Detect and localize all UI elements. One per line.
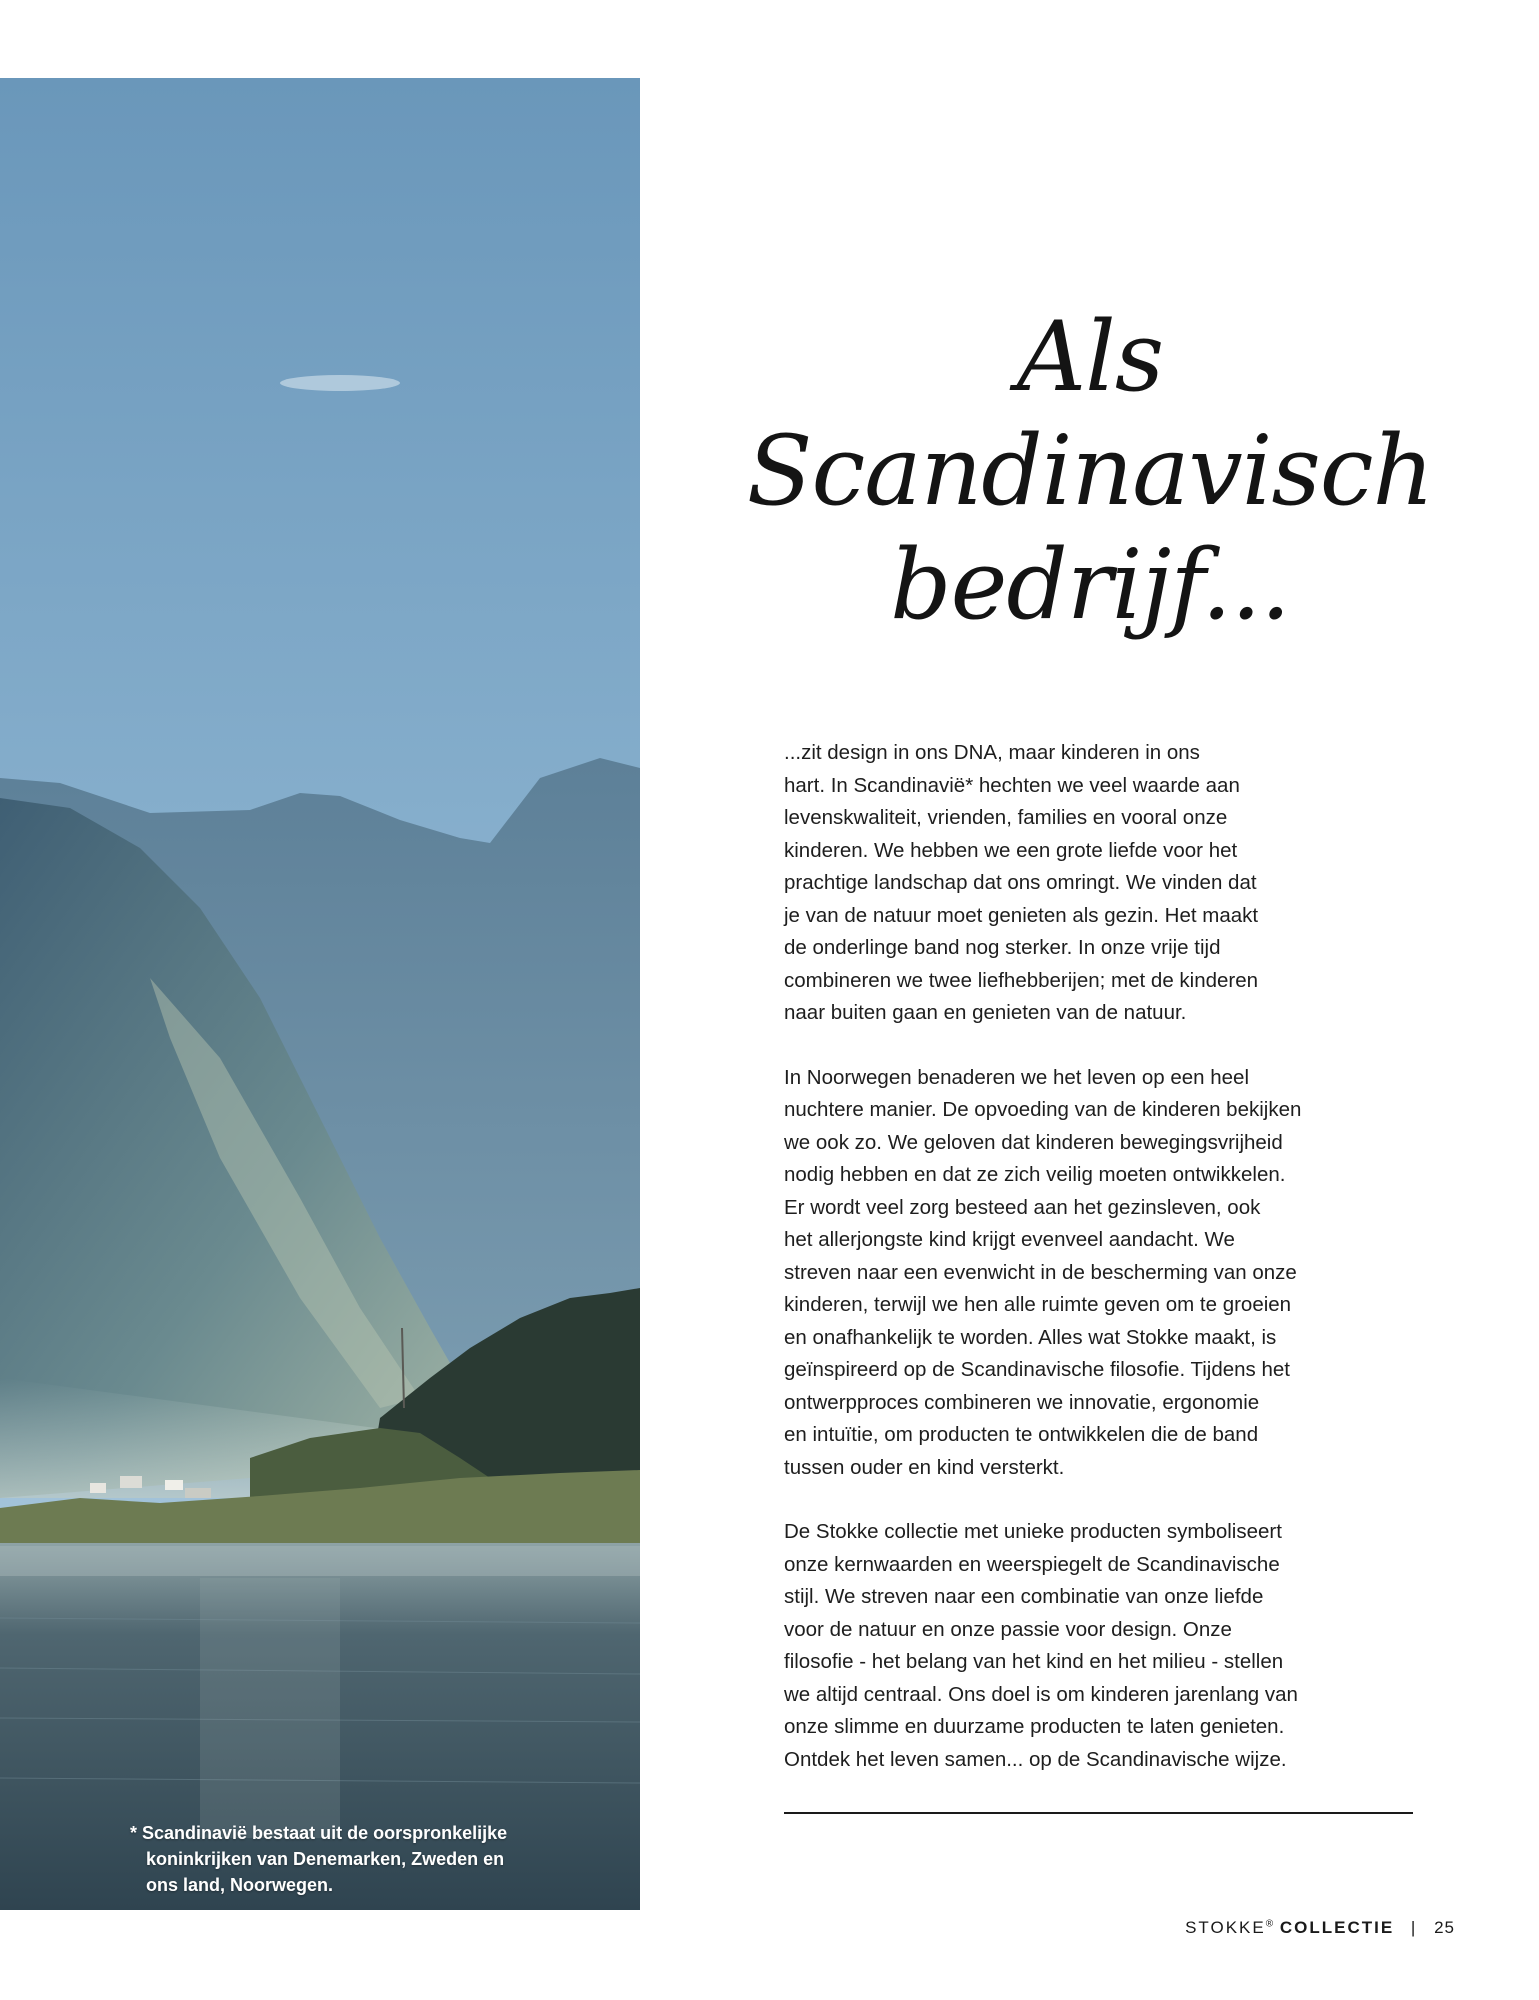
caption-line: * Scandinavië bestaat uit de oorspronkelijke	[130, 1823, 508, 1843]
title-line: Als	[1016, 301, 1164, 413]
fjord-landscape-image	[0, 78, 640, 1910]
paragraph-1	[784, 737, 1404, 1030]
text-line: In Noorwegen benaderen we het leven op een heel	[784, 1065, 1250, 1089]
text-line: en intuïtie, om producten te ontwikkelen die de band	[784, 1423, 1259, 1446]
footer-separator: |	[1410, 1918, 1418, 1937]
text-line: prachtige landschap dat ons omringt. We vinden dat	[784, 871, 1257, 894]
collection-label: COLLECTIE	[1279, 1918, 1395, 1937]
caption-line: koninkrijken van Denemarken, Zweden en	[146, 1849, 505, 1869]
text-line: kinderen, terwijl we hen alle ruimte geven om te groeien	[784, 1293, 1292, 1316]
divider-rule	[784, 1812, 1413, 1814]
paragraph-3	[784, 1516, 1404, 1776]
text-line: levenskwaliteit, vrienden, families en vooral onze	[784, 806, 1228, 829]
paragraph-2	[784, 1062, 1404, 1485]
text-line: ...zit design in ons DNA, maar kinderen in ons	[784, 741, 1200, 764]
title-line: Scandinavisch	[746, 415, 1434, 527]
text-line: stijl. We streven naar een combinatie van onze liefde	[784, 1585, 1264, 1608]
text-line: nodig hebben en dat ze zich veilig moeten ontwikkelen.	[784, 1163, 1286, 1186]
fjord-photo	[0, 78, 640, 1910]
text-line: voor de natuur en onze passie voor design. Onze	[784, 1617, 1232, 1641]
text-line: streven naar een evenwicht in de bescherming van onze	[784, 1260, 1297, 1284]
text-line: we altijd centraal. Ons doel is om kinderen jarenlang van	[784, 1682, 1298, 1706]
photo-caption	[130, 1820, 590, 1898]
page-footer	[1185, 1918, 1455, 1938]
text-line: onze slimme en duurzame producten te laten genieten.	[784, 1715, 1285, 1738]
article-body	[784, 737, 1404, 1808]
text-line: nuchtere manier. De opvoeding van de kinderen bekijken	[784, 1098, 1302, 1121]
text-line: de onderlinge band nog sterker. In onze vrije tijd	[784, 936, 1221, 959]
text-line: Ontdek het leven samen... op de Scandinavische wijze.	[784, 1747, 1287, 1771]
text-line: het allerjongste kind krijgt evenveel aandacht. We	[784, 1228, 1235, 1251]
text-line: De Stokke collectie met unieke producten symboliseert	[784, 1520, 1282, 1543]
page-number: 25	[1434, 1918, 1455, 1937]
text-line: tussen ouder en kind versterkt.	[784, 1455, 1065, 1479]
text-line: we ook zo. We geloven dat kinderen bewegingsvrijheid	[784, 1130, 1283, 1154]
caption-line: ons land, Noorwegen.	[146, 1875, 334, 1895]
text-line: je van de natuur moet genieten als gezin. Het maakt	[784, 903, 1259, 927]
text-line: hart. In Scandinavië* hechten we veel waarde aan	[784, 773, 1240, 797]
text-line: geïnspireerd op de Scandinavische filosofie. Tijdens het	[784, 1358, 1290, 1381]
page-title	[700, 300, 1480, 642]
title-line: bedrijf...	[890, 529, 1290, 641]
text-line: Er wordt veel zorg besteed aan het gezinsleven, ook	[784, 1195, 1261, 1219]
text-line: filosofie - het belang van het kind en het milieu - stellen	[784, 1650, 1284, 1673]
brand-name: STOKKE	[1185, 1918, 1266, 1937]
registered-mark: ®	[1265, 1918, 1274, 1930]
text-line: naar buiten gaan en genieten van de natuur.	[784, 1001, 1187, 1024]
text-line: ontwerpproces combineren we innovatie, ergonomie	[784, 1390, 1260, 1414]
text-line: onze kernwaarden en weerspiegelt de Scandinavische	[784, 1552, 1280, 1576]
text-line: en onafhankelijk te worden. Alles wat Stokke maakt, is	[784, 1325, 1277, 1349]
text-line: kinderen. We hebben we een grote liefde voor het	[784, 838, 1238, 862]
text-line: combineren we twee liefhebberijen; met de kinderen	[784, 968, 1259, 992]
